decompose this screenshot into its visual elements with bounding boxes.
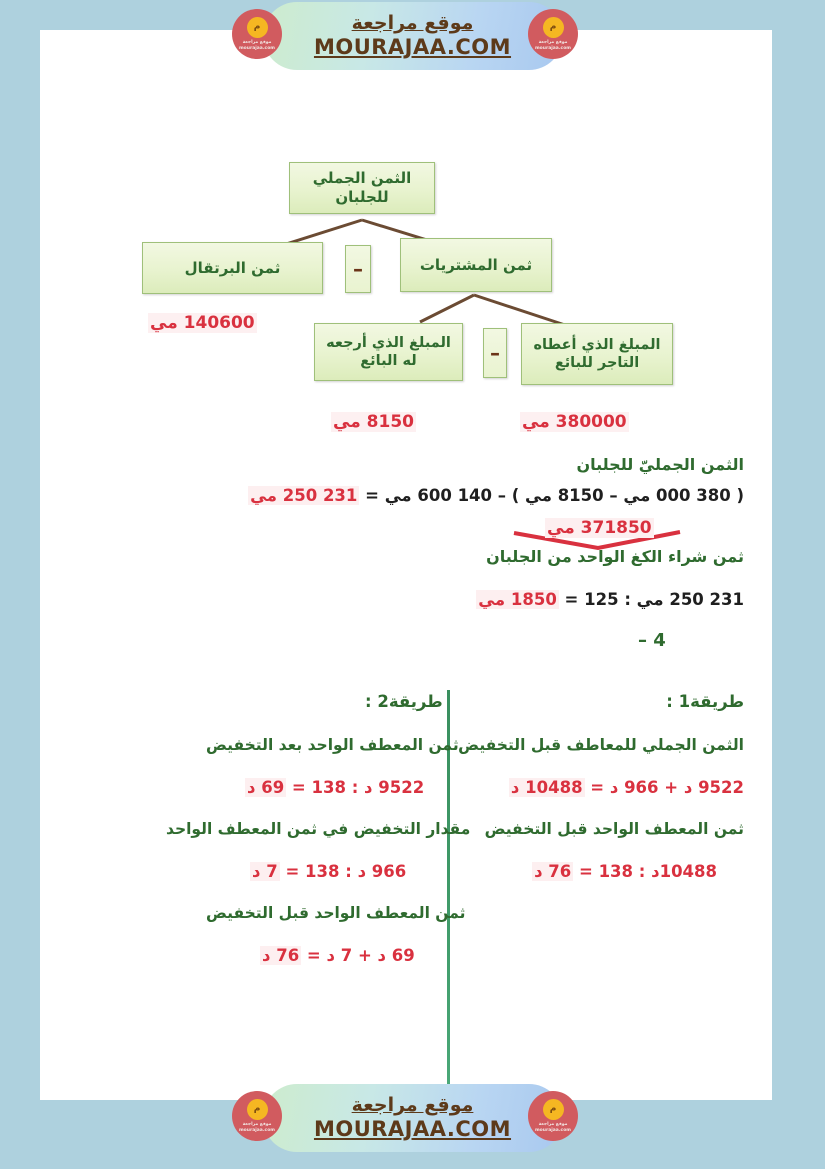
brand-domain: MOURAJAA.COM <box>313 1116 512 1141</box>
logo-caption-arabic: موقع مراجعة <box>242 39 272 45</box>
diagram-node-root <box>289 162 435 214</box>
logo-caption-domain: mourajaa.com <box>238 1127 275 1133</box>
price-breakdown-diagram <box>40 30 772 450</box>
diagram-amount-orange-price: 140600 مي <box>150 313 255 333</box>
equation-result: 7 د <box>252 862 278 881</box>
equation-result: 76 د <box>534 862 572 881</box>
equation-result: 76 د <box>262 946 300 965</box>
solution-heading-total-price: الثمن الجمليّ للجلبان <box>576 455 744 474</box>
solution-brace-note: 371850 مي <box>547 518 652 538</box>
mourajaa-logo-icon <box>232 1091 282 1141</box>
diagram-node-given-amount-label: المبلغ الذي أعطاه التاجر للبائع <box>533 336 661 371</box>
brand-title-arabic: موقع مراجعة <box>351 1094 474 1116</box>
brand-title-arabic: موقع مراجعة <box>351 12 474 34</box>
mourajaa-logo-icon <box>528 9 578 59</box>
logo-caption-arabic: موقع مراجعة <box>538 1121 568 1127</box>
diagram-node-returned-amount-label: المبلغ الذي أرجعه له البائع <box>326 334 451 369</box>
brand-domain: MOURAJAA.COM <box>313 34 512 59</box>
diagram-node-purchases-label: ثمن المشتريات <box>419 255 533 274</box>
equation-expression: 966 د : 138 = <box>279 862 407 881</box>
minus-icon: – <box>490 341 500 365</box>
logo-emblem-icon: م <box>247 17 268 38</box>
solution-heading-unit-price: ثمن شراء الكغ الواحد من الجلبان <box>486 547 744 566</box>
method-2-step-1-equation <box>245 778 424 797</box>
equation-expression: ( 380 000 مي – 8150 مي ) – 140 600 مي = <box>359 486 744 505</box>
logo-caption-arabic: موقع مراجعة <box>538 39 568 45</box>
logo-caption-domain: mourajaa.com <box>238 45 275 51</box>
diagram-node-orange-price <box>142 242 323 294</box>
mourajaa-logo-icon <box>528 1091 578 1141</box>
method-1-step-2-equation <box>532 862 717 881</box>
diagram-minus-operator-bottom <box>483 328 507 378</box>
diagram-node-given-amount <box>521 323 673 385</box>
method-1-step-2-label: ثمن المعطف الواحد قبل التخفيض <box>484 820 744 838</box>
brand-pill <box>263 2 563 70</box>
logo-emblem-icon: م <box>543 17 564 38</box>
method-2-step-1-label: ثمن المعطف الواحد بعد التخفيض <box>206 736 459 754</box>
worksheet-page <box>40 30 772 1100</box>
logo-emblem-icon: م <box>247 1099 268 1120</box>
logo-caption-domain: mourajaa.com <box>534 1127 571 1133</box>
equation-result: 231 250 مي <box>250 486 358 505</box>
logo-caption-domain: mourajaa.com <box>534 45 571 51</box>
minus-icon: – <box>353 257 363 281</box>
diagram-amount-given: 380000 مي <box>522 412 627 432</box>
diagram-node-orange-price-label: ثمن البرتقال <box>184 258 281 277</box>
equation-expression: 69 د + 7 د = <box>301 946 415 965</box>
logo-emblem-icon: م <box>543 1099 564 1120</box>
method-2-step-2-equation <box>250 862 406 881</box>
solution-equation-total-price <box>248 486 744 505</box>
equation-result: 10488 د <box>510 778 583 797</box>
equation-expression: 9522 د + 966 د = <box>584 778 744 797</box>
mourajaa-logo-icon <box>232 9 282 59</box>
diagram-node-purchases <box>400 238 552 292</box>
brand-pill <box>263 1084 563 1152</box>
method-2-step-2-label: مقدار التخفيض في ثمن المعطف الواحد <box>166 820 471 838</box>
solution-equation-unit-price <box>476 590 744 609</box>
method-1-step-1-equation <box>509 778 744 797</box>
equation-expression: 9522 د : 138 = <box>286 778 425 797</box>
equation-expression: 10488د : 138 = <box>573 862 717 881</box>
diagram-minus-operator-top <box>345 245 371 293</box>
method-1-title: طريقة1 : <box>666 692 744 711</box>
diagram-node-returned-amount <box>314 323 463 381</box>
equation-result: 69 د <box>247 778 285 797</box>
equation-result: 1850 مي <box>478 590 557 609</box>
method-1-step-1-label: الثمن الجملي للمعاطف قبل التخفيض <box>458 736 744 754</box>
logo-caption-arabic: موقع مراجعة <box>242 1121 272 1127</box>
method-2-step-3-label: ثمن المعطف الواحد قبل التخفيض <box>206 904 466 922</box>
diagram-amount-returned: 8150 مي <box>333 412 414 432</box>
exercise-number-marker: – 4 <box>638 630 666 651</box>
method-2-step-3-equation <box>260 946 415 965</box>
equation-expression: 231 250 مي : 125 = <box>558 590 744 609</box>
diagram-node-root-label: الثمن الجملي للجلبان <box>312 169 412 206</box>
footer-banner <box>0 1082 825 1154</box>
method-2-title: طريقة2 : <box>365 692 443 711</box>
